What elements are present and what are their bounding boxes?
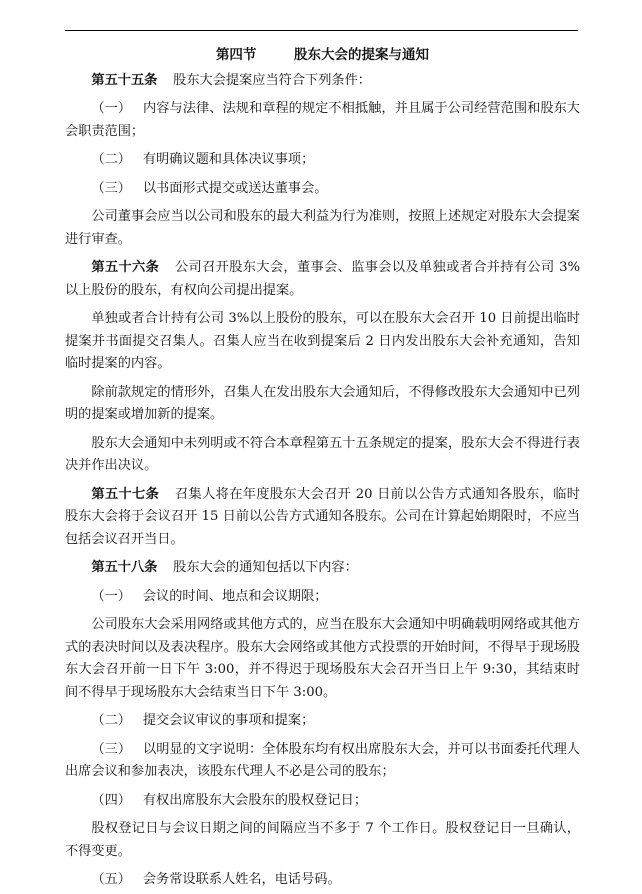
paragraph [65,382,580,427]
article-55-heading [65,70,580,93]
article-56 [65,257,580,302]
list-item [65,98,580,143]
item-number: （一） [91,588,131,604]
paragraph [65,614,580,704]
paragraph [65,308,580,376]
item-number: （一） [91,101,132,116]
paragraph-text: 以书面形式提交或送达董事会。 [142,180,328,196]
article-label: 第五十八条 [91,560,158,575]
item-number: （四） [91,792,131,808]
paragraph-text: 公司董事会应当以公司和股东的最大利益为行为准则，按照上述规定对股东大会提案进行审查。 [65,209,580,247]
paragraph [65,818,580,863]
list-item [65,790,580,813]
article-label: 第五十七条 [91,486,160,502]
paragraph-text: 提交会议审议的事项和提案； [142,713,315,728]
paragraph-text: 公司召开股东大会，董事会、监事会以及单独或者合并持有公司 3%以上股份的股东，有权向公司提出提案。 [65,260,580,298]
list-item [65,178,580,201]
paragraph-text: 公司股东大会采用网络或其他方式的，应当在股东大会通知中明确载明网络或其他方式的表决时间以及表决程序。股东大会网络或其他方式投票的开始时间，不得早于现场股东大会召开前一日下午 3:00，并不得迟于现场股东大会召开当日上午 9:30，其结束时间不得早于现场股东大会结束当日下午 3:00。 [65,617,580,700]
section-heading: 股东大会的提案与通知 [294,47,430,63]
list-item [65,739,580,784]
article-label: 第五十五条 [91,72,158,88]
paragraph-text: 股东大会提案应当符合下列条件： [173,72,371,88]
paragraph-text: 会务常设联系人姓名，电话号码。 [142,872,341,887]
paragraph-text: 召集人将在年度股东大会召开 20 日前以公告方式通知各股东，临时股东大会将于会议召开 15 日前以公告方式通知各股东。公司在计算起始期限时，不应当包括会议召开当日。 [65,486,580,547]
article-58-heading [65,557,580,580]
item-number: （三） [91,741,132,757]
list-item [65,586,580,609]
paragraph-text: 会议的时间、地点和会议期限； [142,588,328,604]
paragraph [65,433,580,478]
paragraph [65,206,580,251]
section-number: 第四节 [215,47,257,63]
list-item [65,149,580,172]
list-item [65,869,580,892]
document-body [65,44,580,894]
item-number: （三） [91,180,131,196]
paragraph-text: 股权登记日与会议日期之间的间隔应当不多于 7 个工作日。股权登记日一旦确认，不得变更。 [65,821,580,859]
article-57 [65,484,580,552]
paragraph-text: 除前款规定的情形外，召集人在发出股东大会通知后，不得修改股东大会通知中已列明的提案或增加新的提案。 [65,384,580,422]
item-number: （五） [91,872,131,887]
item-number: （二） [91,152,131,167]
item-number: （二） [91,713,131,728]
section-title [65,44,580,67]
paragraph-text: 股东大会的通知包括以下内容： [173,560,358,575]
paragraph-text: 股东大会通知中未列明或不符合本章程第五十五条规定的提案，股东大会不得进行表决并作出决议。 [65,435,580,473]
paragraph-text: 以明显的文字说明：全体股东均有权出席股东大会，并可以书面委托代理人出席会议和参加表决，该股东代理人不必是公司的股东； [65,741,580,779]
header-rule [65,30,578,31]
paragraph-text: 内容与法律、法规和章程的规定不相抵触，并且属于公司经营范围和股东大会职责范围； [65,101,580,139]
article-label: 第五十六条 [91,260,160,275]
paragraph-text: 单独或者合计持有公司 3%以上股份的股东，可以在股东大会召开 10 日前提出临时提案并书面提交召集人。召集人应当在收到提案后 2 日内发出股东大会补充通知，告知临时提案的内容。 [65,311,580,371]
paragraph-text: 有权出席股东大会股东的股权登记日； [142,792,368,808]
paragraph-text: 有明确议题和具体决议事项； [142,152,315,167]
list-item [65,710,580,733]
